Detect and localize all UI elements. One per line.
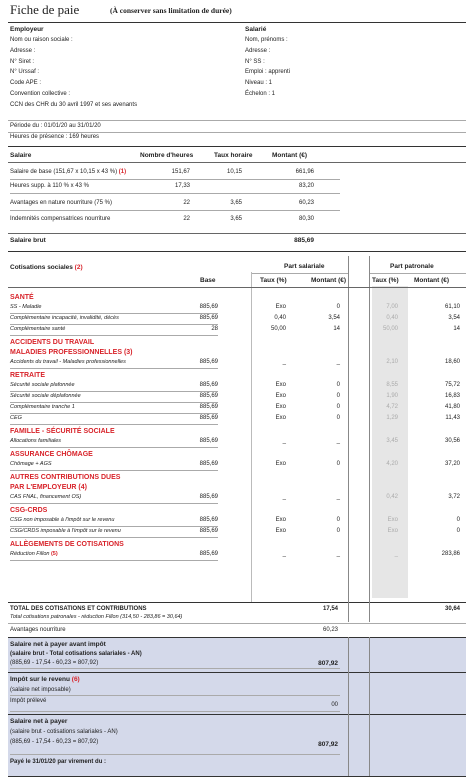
contrib-row-sal-taux: Exo — [275, 461, 286, 467]
contrib-row-label: CSG/CRDS imposable à l'impôt sur le revenu — [10, 528, 121, 534]
contrib-row-sal-montant: 0 — [336, 382, 340, 388]
contrib-row-sal-taux: Exo — [275, 393, 286, 399]
contrib-row-divider — [10, 413, 218, 414]
contrib-row-label: Réduction Fillon (5) — [10, 551, 58, 557]
employee-line: N° SS : — [245, 58, 265, 65]
contrib-row-divider — [10, 503, 218, 504]
section-title: ASSURANCE CHÔMAGE — [10, 451, 93, 458]
employee-line: Niveau : 1 — [245, 80, 273, 87]
pat-taux-header: Taux (%) — [372, 277, 399, 284]
net-before-label: Salaire net à payer avant impôt — [10, 641, 106, 648]
tax-withheld-label: Impôt prélevé — [10, 698, 47, 704]
contrib-row-pat-montant: 16,83 — [444, 393, 460, 399]
contrib-row-sal-taux: Exo — [275, 528, 286, 534]
salary-row-label: Heures supp. à 110 % x 43 % — [10, 183, 89, 189]
salary-row-divider — [10, 193, 340, 194]
contrib-row-sal-taux: Exo — [275, 304, 286, 310]
contrib-row-sal-montant: 0 — [336, 461, 340, 467]
net-pay-calc: (885,69 - 17,54 - 60,23 = 807,92) — [10, 739, 99, 745]
employee-heading: Salarié — [245, 26, 267, 33]
salary-row-divider — [10, 210, 340, 211]
total-label: TOTAL DES COTISATIONS ET CONTRIBUTIONS — [10, 606, 147, 612]
contrib-row-pat-montant: 30,56 — [444, 438, 460, 444]
contrib-row-pat-taux: 0,40 — [386, 315, 398, 321]
contrib-row-sal-montant: 0 — [336, 404, 340, 410]
contrib-row-pat-taux: 4,72 — [386, 404, 398, 410]
contrib-row-label: Complémentaire incapacité, invalidité, décès — [10, 315, 119, 321]
contrib-row-label: Allocations familiales — [10, 438, 62, 444]
contrib-row-sal-montant: 3,54 — [328, 315, 340, 321]
contrib-row-base: 885,69 — [199, 359, 218, 365]
section-title: CSG-CRDS — [10, 507, 48, 514]
contrib-row-pat-taux: 1,90 — [386, 393, 398, 399]
contrib-row-sal-montant: _ — [336, 494, 340, 500]
contrib-row-base: 885,69 — [199, 304, 218, 310]
contrib-row-pat-montant: 0 — [456, 517, 460, 523]
presence-hours: Heures de présence : 169 heures — [10, 134, 100, 140]
salary-row-rate: 10,15 — [226, 169, 242, 175]
contrib-row-divider — [10, 470, 218, 471]
salary-row-hours: 22 — [183, 200, 190, 206]
section-title: PAR L'EMPLOYEUR (4) — [10, 484, 87, 491]
net-before-value: 807,92 — [318, 660, 338, 667]
contrib-row-pat-taux: 3,45 — [386, 438, 398, 444]
salary-row-note: (1) — [118, 169, 127, 175]
employee-line: Nom, prénoms : — [245, 37, 288, 43]
section-title: RETRAITE — [10, 372, 45, 379]
contrib-row-sal-taux: _ — [282, 551, 286, 557]
salary-row-amount: 80,30 — [298, 216, 314, 222]
contrib-row-base: 885,69 — [199, 494, 218, 500]
contrib-row-sal-montant: 0 — [336, 393, 340, 399]
contrib-row-sal-taux: 50,00 — [270, 326, 286, 332]
contrib-row-pat-montant: 14 — [453, 326, 460, 332]
gross-label: Salaire brut — [10, 237, 46, 244]
salary-row-hours: 22 — [183, 216, 190, 222]
base-header: Base — [200, 277, 216, 284]
contrib-row-sal-montant: _ — [336, 551, 340, 557]
contrib-row-divider — [10, 447, 218, 448]
contrib-row-base: 885,69 — [199, 382, 218, 388]
contrib-row-label: CAS FNAL, financement OS) — [10, 494, 82, 500]
contrib-row-note: (5) — [50, 551, 58, 557]
contrib-row-base: 28 — [211, 326, 218, 332]
part-salariale-header: Part salariale — [284, 263, 325, 270]
net-pay-formula: (salaire brut - cotisations salariales - AN) — [10, 729, 118, 735]
page-subtitle: (À conserver sans limitation de durée) — [110, 6, 232, 15]
contrib-row-sal-montant: 0 — [336, 517, 340, 523]
salary-row-rate: 3,65 — [230, 200, 242, 206]
avantages-label: Avantages nourriture — [10, 627, 66, 633]
contrib-row-base: 885,69 — [199, 528, 218, 534]
sal-montant-header: Montant (€) — [311, 277, 347, 284]
contrib-row-sal-montant: 0 — [336, 415, 340, 421]
salary-row-hours: 151,67 — [171, 169, 190, 175]
contrib-row-pat-montant: 75,72 — [444, 382, 460, 388]
section-title: ACCIDENTS DU TRAVAIL — [10, 339, 95, 346]
amount-header: Montant (€) — [272, 152, 308, 159]
total-pat: 30,64 — [444, 606, 460, 612]
employer-line: Code APE : — [10, 80, 42, 87]
contrib-row-pat-taux: 8,55 — [386, 382, 398, 388]
employer-line: CCN des CHR du 30 avril 1997 et ses avenants — [10, 101, 138, 108]
contrib-row-base: 885,69 — [199, 315, 218, 321]
salary-row-divider — [10, 179, 340, 180]
contrib-heading — [10, 264, 83, 271]
employer-line: Adresse : — [10, 47, 36, 54]
contrib-row-pat-montant: 61,10 — [444, 304, 460, 310]
employer-heading: Employeur — [10, 26, 44, 33]
contrib-row-sal-taux: Exo — [275, 517, 286, 523]
net-before-calc: (885,69 - 17,54 - 60,23 = 807,92) — [10, 660, 99, 666]
contrib-row-base: 885,69 — [199, 404, 218, 410]
section-title: AUTRES CONTRIBUTIONS DUES — [10, 474, 121, 481]
contrib-row-pat-montant: 3,54 — [448, 315, 460, 321]
payment-line: Payé le 31/01/20 par virement du : — [10, 759, 107, 765]
employer-line: Convention collective : — [10, 91, 71, 97]
contrib-row-sal-montant: 14 — [333, 326, 340, 332]
contrib-row-pat-taux: _ — [394, 551, 398, 557]
contrib-row-pat-taux: 0,42 — [386, 494, 398, 500]
contrib-row-sal-taux: _ — [282, 494, 286, 500]
contrib-row-sal-montant: 0 — [336, 304, 340, 310]
salary-row-amount: 60,23 — [298, 200, 314, 206]
contrib-row-base: 885,69 — [199, 517, 218, 523]
section-title: ALLÈGEMENTS DE COTISATIONS — [10, 541, 124, 548]
employee-line: Échelon : 1 — [245, 91, 276, 97]
contrib-row-pat-montant: 11,43 — [445, 415, 460, 421]
salary-row-label: Indemnités compensatrices nourriture — [10, 216, 111, 222]
contrib-row-label: Sécurité sociale plafonnée — [10, 382, 75, 388]
employer-line: N° Siret : — [10, 58, 35, 65]
contrib-row-label: Sécurité sociale déplafonnée — [10, 393, 81, 399]
contrib-row-pat-taux: 1,29 — [386, 415, 398, 421]
contrib-row-label: Accidents du travail - Maladies professionnelles — [10, 359, 126, 365]
contrib-row-pat-taux: 50,00 — [382, 326, 398, 332]
salary-row-rate: 3,65 — [230, 216, 242, 222]
total-sal: 17,54 — [322, 606, 338, 612]
contrib-row-divider — [10, 424, 218, 425]
avantages-value: 60,23 — [322, 627, 338, 633]
pat-montant-header: Montant (€) — [414, 277, 450, 284]
contrib-row-label: Chômage + AGS — [10, 461, 52, 467]
contrib-row-sal-taux: _ — [282, 359, 286, 365]
sal-taux-header: Taux (%) — [260, 277, 287, 284]
contrib-row-sal-taux: Exo — [275, 382, 286, 388]
contrib-row-label: CSG non imposable à l'impôt sur le revenu — [10, 517, 115, 523]
contrib-row-pat-taux: Exo — [387, 528, 398, 534]
tax-formula: (salaire net imposable) — [10, 687, 71, 693]
net-pay-value: 807,92 — [318, 741, 338, 748]
tax-label — [10, 676, 80, 683]
contrib-row-base: 885,69 — [199, 415, 218, 421]
contrib-row-pat-montant: 37,20 — [444, 461, 460, 467]
contrib-row-pat-taux: 2,10 — [386, 359, 398, 365]
page-title: Fiche de paie — [10, 2, 80, 17]
contrib-row-label: Complémentaire santé — [10, 326, 66, 332]
contrib-row-divider — [10, 335, 218, 336]
contrib-row-divider — [10, 313, 218, 314]
section-title: FAMILLE - SÉCURITÉ SOCIALE — [10, 428, 115, 435]
contrib-row-divider — [10, 526, 218, 527]
contrib-row-pat-taux: 4,20 — [386, 461, 398, 467]
contrib-row-sal-montant: _ — [336, 359, 340, 365]
contrib-row-base: 885,69 — [199, 438, 218, 444]
salary-row-hours: 17,33 — [174, 183, 190, 189]
contrib-row-divider — [10, 402, 218, 403]
salary-row-label: Salaire de base (151,67 x 10,15 x 43 %) (1) — [10, 169, 127, 175]
contrib-row-sal-montant: 0 — [336, 528, 340, 534]
net-before-formula: (salaire brut - Total cotisations salariales - AN) — [10, 651, 142, 657]
salary-row-label: Avantages en nature nourriture (75 %) — [10, 200, 112, 206]
salary-heading: Salaire — [10, 152, 32, 159]
contrib-row-base: 885,69 — [199, 393, 218, 399]
employee-line: Emploi : apprenti — [245, 69, 291, 76]
contrib-row-label: CEG — [10, 415, 22, 421]
contrib-row-pat-montant: 0 — [456, 528, 460, 534]
contrib-row-base: 885,69 — [199, 551, 218, 557]
contrib-heading-text: Cotisations sociales — [10, 264, 73, 271]
tax-value: 00 — [331, 702, 338, 708]
contrib-row-pat-montant: 283,86 — [441, 551, 460, 557]
employee-line: Adresse : — [245, 47, 271, 54]
contrib-row-divider — [10, 391, 218, 392]
period: Période du : 01/01/20 au 31/01/20 — [10, 123, 101, 129]
salary-row-amount: 83,20 — [298, 183, 314, 189]
tax-note: (6) — [71, 676, 80, 683]
contrib-row-divider — [10, 537, 218, 538]
contrib-row-divider — [10, 324, 218, 325]
contrib-row-pat-montant: 3,72 — [448, 494, 460, 500]
gross-value: 885,69 — [294, 237, 314, 244]
contrib-row-label: Complémentaire tranche 1 — [10, 404, 75, 410]
salary-row-amount: 661,96 — [295, 169, 314, 175]
section-title: SANTÉ — [10, 294, 34, 301]
contrib-heading-note: (2) — [74, 264, 83, 271]
contrib-row-pat-taux: 7,00 — [386, 304, 398, 310]
contrib-row-pat-montant: 18,60 — [444, 359, 460, 365]
contrib-row-sal-taux: _ — [282, 438, 286, 444]
contrib-row-pat-montant: 41,80 — [444, 404, 460, 410]
rate-header: Taux horaire — [214, 152, 253, 159]
part-patronale-header: Part patronale — [390, 263, 434, 270]
contrib-row-sal-taux: Exo — [275, 404, 286, 410]
contrib-row-sal-taux: 0,40 — [274, 315, 286, 321]
net-pay-panel — [8, 637, 466, 776]
total-sub: Total cotisations patronales - réduction Fillon (314,50 - 283,86 = 30,64) — [10, 614, 183, 620]
employer-line: N° Urssaf : — [10, 69, 40, 76]
hours-header: Nombre d'heures — [140, 152, 194, 159]
contrib-row-divider — [10, 560, 218, 561]
contrib-row-sal-montant: _ — [336, 438, 340, 444]
contrib-row-pat-taux: Exo — [387, 517, 398, 523]
employer-line: Nom ou raison sociale : — [10, 37, 73, 43]
contrib-row-label: SS - Maladie — [10, 304, 42, 310]
tax-label-text: Impôt sur le revenu — [10, 676, 70, 683]
contrib-row-base: 885,69 — [199, 461, 218, 467]
net-pay-label: Salaire net à payer — [10, 718, 68, 725]
section-title: MALADIES PROFESSIONNELLES (3) — [10, 349, 133, 356]
contrib-row-divider — [10, 368, 218, 369]
contrib-row-sal-taux: Exo — [275, 415, 286, 421]
